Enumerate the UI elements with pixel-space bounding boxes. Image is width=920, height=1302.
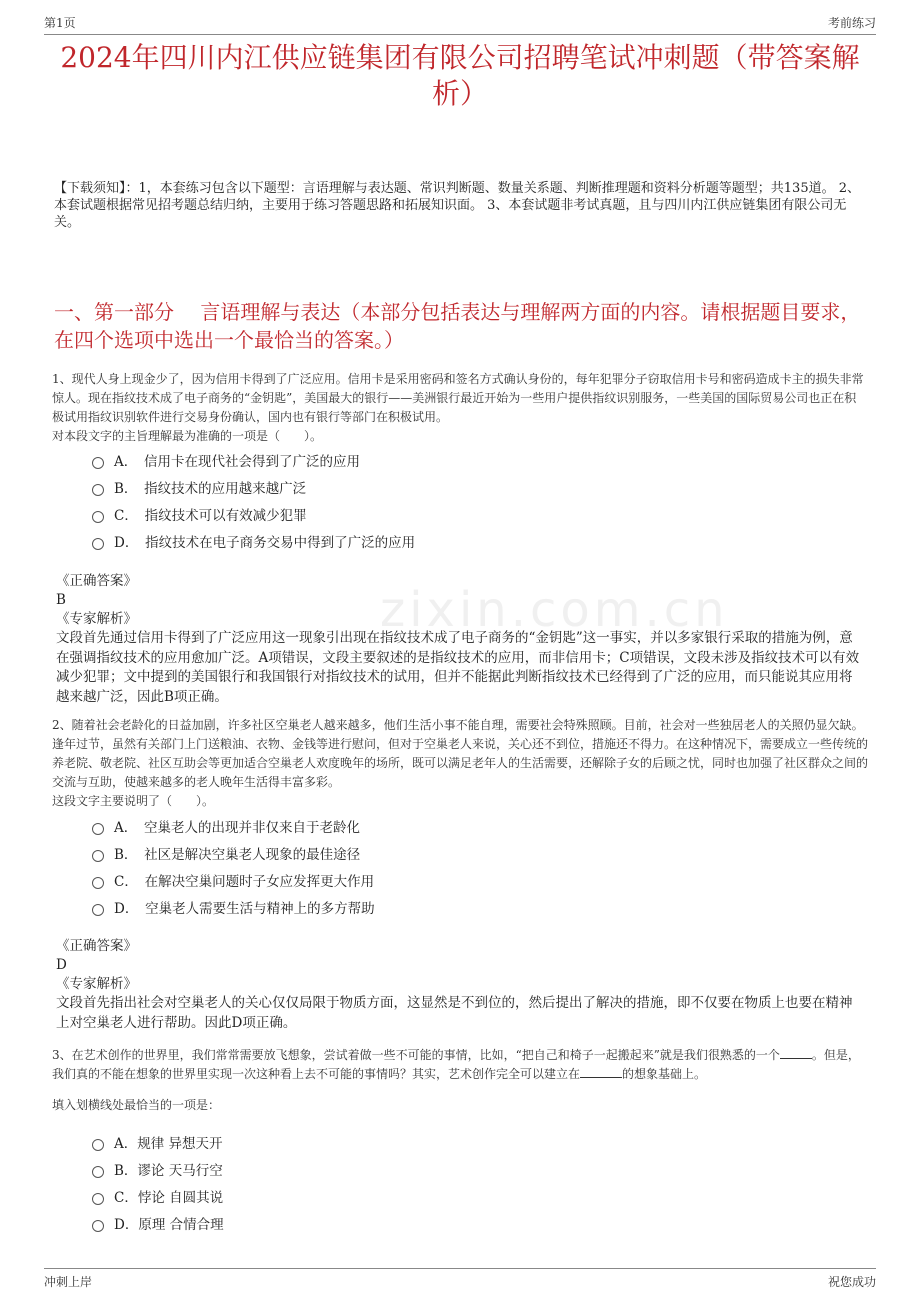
radio-icon[interactable] — [92, 823, 104, 835]
question-stem: 2、随着社会老龄化的日益加剧，许多社区空巢老人越来越多，他们生活小事不能自理，需要社会特殊照顾。目前，社会对一些独居老人的关照仍显欠缺。逢年过节，虽然有关部门上门送粮油、衣物、金钱等进行慰问，但对于空巢老人来说，关心还不到位，措施还不得力。在这种情况下，需要成立一些传统的养老院、敬老院、社区互助会等更加适合空巢老人欢度晚年的场所，既可以满足老年人的生活需要，还解除子女的后顾之忧，同时也加强了社区群众之间的交流与互助，使越来越多的老人晚年生活得丰富多彩。 — [52, 718, 869, 789]
answer-block-1 — [56, 572, 868, 629]
radio-icon[interactable] — [92, 1166, 104, 1178]
analysis-label: 《专家解析》 — [56, 976, 137, 992]
answer-block-2 — [56, 937, 868, 994]
radio-icon[interactable] — [92, 1220, 104, 1232]
analysis-text-2: 文段首先指出社会对空巢老人的关心仅仅局限于物质方面，这显然是不到位的，然后提出了解决的措施，即不仅要在物质上也要在精神上对空巢老人进行帮助。因此D项正确。 — [56, 995, 853, 1031]
radio-icon[interactable] — [92, 457, 104, 469]
option-d[interactable] — [92, 527, 820, 554]
question-3-options — [92, 1128, 820, 1236]
option-c[interactable] — [92, 866, 820, 893]
option-label: B． 指纹技术的应用越来越广泛 — [114, 480, 307, 497]
radio-icon[interactable] — [92, 1139, 104, 1151]
question-prompt: 填入划横线处最恰当的一项是： — [52, 1098, 221, 1112]
answer-label: 《正确答案》 — [56, 938, 137, 954]
fill-blank-1 — [780, 1046, 812, 1059]
option-label: C． 指纹技术可以有效减少犯罪 — [114, 507, 307, 524]
page-number: 第1页 — [44, 16, 76, 30]
option-label: D． 指纹技术在电子商务交易中得到了广泛的应用 — [114, 534, 416, 551]
question-stem — [52, 1046, 868, 1084]
watermark: zixin.com.cn — [380, 582, 729, 638]
document-title: 2024年四川内江供应链集团有限公司招聘笔试冲刺题（带答案解析） — [60, 41, 860, 110]
option-label: B． 社区是解决空巢老人现象的最佳途径 — [114, 846, 361, 863]
answer-label: 《正确答案》 — [56, 573, 137, 589]
fill-blank-2 — [580, 1065, 622, 1078]
option-label: A． 空巢老人的出现并非仅来自于老龄化 — [114, 819, 360, 836]
question-1-options — [92, 446, 820, 554]
option-label: C． 在解决空巢问题时子女应发挥更大作用 — [114, 873, 375, 890]
option-d[interactable] — [92, 893, 820, 920]
header-tag: 考前练习 — [827, 16, 876, 30]
stem-part-a: 3、在艺术创作的世界里，我们常常需要放飞想象，尝试着做一些不可能的事情，比如，“把自己和椅子一起搬起来”就是我们很熟悉的一个 — [52, 1048, 780, 1062]
option-b[interactable] — [92, 473, 820, 500]
question-prompt: 对本段文字的主旨理解最为准确的一项是（ ）。 — [52, 429, 323, 443]
question-2-options — [92, 812, 820, 920]
question-stem: 1、现代人身上现金少了，因为信用卡得到了广泛应用。信用卡是采用密码和签名方式确认身份的，每年犯罪分子窃取信用卡号和密码造成卡主的损失非常惊人。现在指纹技术成了电子商务的“金钥匙”，美国最大的银行——美洲银行最近开始为一些用户提供指纹识别服务，一些美国的国际贸易公司也正在积极试用指纹识别软件进行交易身份确认，国内也有银行等部门在积极试用。 — [52, 372, 864, 424]
section-title: 一、第一部分 言语理解与表达（本部分包括表达与理解两方面的内容。请根据题目要求，在四个选项中选出一个最恰当的答案。） — [54, 300, 861, 352]
option-label: D．原理 合情合理 — [114, 1216, 224, 1233]
stem-part-c: 的想象基础上。 — [622, 1067, 707, 1081]
radio-icon[interactable] — [92, 538, 104, 550]
option-a[interactable] — [92, 1128, 820, 1155]
page-header — [44, 12, 876, 35]
analysis-label: 《专家解析》 — [56, 611, 137, 627]
radio-icon[interactable] — [92, 904, 104, 916]
option-d[interactable] — [92, 1209, 820, 1236]
radio-icon[interactable] — [92, 1193, 104, 1205]
footer-right-text: 祝您成功 — [827, 1275, 876, 1289]
option-label: B．谬论 天马行空 — [114, 1162, 223, 1179]
option-label: D． 空巢老人需要生活与精神上的多方帮助 — [114, 900, 375, 917]
option-c[interactable] — [92, 500, 820, 527]
option-b[interactable] — [92, 839, 820, 866]
question-3 — [52, 1046, 868, 1115]
question-2 — [52, 716, 868, 811]
option-a[interactable] — [92, 812, 820, 839]
page-footer — [44, 1268, 876, 1291]
option-label: A．规律 异想天开 — [114, 1135, 223, 1152]
radio-icon[interactable] — [92, 511, 104, 523]
radio-icon[interactable] — [92, 484, 104, 496]
option-b[interactable] — [92, 1155, 820, 1182]
question-1 — [52, 370, 868, 446]
analysis-text-1: 文段首先通过信用卡得到了广泛应用这一现象引出现在指纹技术成了电子商务的“金钥匙”这一事实，并以多家银行采取的措施为例，意在强调指纹技术的应用愈加广泛。A项错误，文段主要叙述的是指纹技术的应用，而非信用卡；C项错误，文段未涉及指纹技术可以有效减少犯罪；文中提到的美国银行和我国银行对指纹技术的试用，但并不能据此判断指纹技术已经得到了广泛的应用，而只能说其应用将越来越广泛，因此B项正确。 — [56, 630, 860, 705]
option-c[interactable] — [92, 1182, 820, 1209]
download-notice: 【下载须知】：1，本套练习包含以下题型：言语理解与表达题、常识判断题、数量关系题、判断推理题和资料分析题等题型；共135道。 2、本套试题根据常见招考题总结归纳，主要用于练习答题思路和拓展知识面。 3、本套试题非考试真题，且与四川内江供应链集团有限公司无关。 — [54, 181, 860, 230]
option-label: C．悖论 自圆其说 — [114, 1189, 224, 1206]
option-a[interactable] — [92, 446, 820, 473]
answer-value: D — [56, 957, 67, 973]
stem-part-b: 。但是，我们真的不能在想象的世界里实现一次这种看上去不可能的事情吗？其实，艺术创作完全可以建立在 — [52, 1048, 860, 1081]
question-prompt: 这段文字主要说明了（ ）。 — [52, 794, 215, 808]
option-label: A． 信用卡在现代社会得到了广泛的应用 — [114, 453, 360, 470]
radio-icon[interactable] — [92, 877, 104, 889]
answer-value: B — [56, 592, 66, 608]
radio-icon[interactable] — [92, 850, 104, 862]
footer-left-text: 冲刺上岸 — [44, 1275, 93, 1289]
